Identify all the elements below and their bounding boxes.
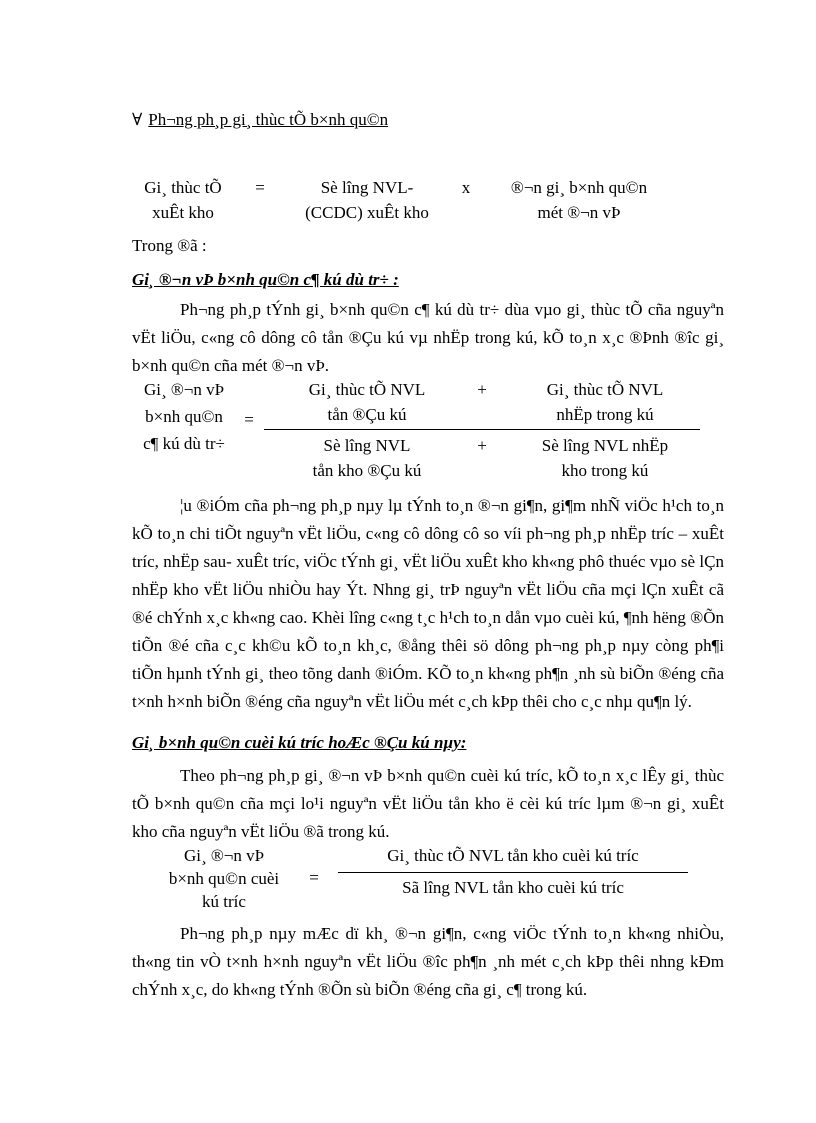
advantages-paragraph: ¦u ®iÓm cña ph¬ng ph¸p nµy lµ tÝnh to¸n ®¬n gi¶n, gi¶m nhÑ viÖc h¹ch to¸n kÕ to¸n chi tiÕt nguyªn vËt liÖu, c«ng cô dông cô so víi ph¬ng ph¸p nhËp tríc – xuÊt tríc, nhËp sau- xuÊt tríc, viÖc tÝnh gi¸ vËt liÖu xuÊt kho kh«ng phô thuéc vµo sè lÇn nhËp kho vËt liÖu nhiÒu hay Ýt. Nhng gi¸ trÞ nguyªn vËt liÖu cña mçi lÇn xuÊt cã ®é chÝnh x¸c kh«ng cao. Khèi lîng c«ng t¸c h¹ch to¸n dån vµo cuèi kú, ¶nh hëng ®Õn tiÕn ®é cña c¸c kh©u kÕ to¸n kh¸c, ®ång thêi sö dông ph¬ng ph¸p nµy còng ph¶i tiÕn hµnh tÝnh gi¸ theo tõng danh ®iÓm. KÕ to¸n kh«ng ph¶n ¸nh sù biÕn ®éng cña t×nh h×nh biÕn ®éng cña nguyªn vËt liÖu mét c¸ch kÞp thêi cho c¸c nhµ qu¶n lý.: [132, 496, 724, 711]
formula2-numerator2: Gi¸ thùc tÕ NVL nhËp trong kú: [546, 380, 664, 424]
formula3-lhs: Gi¸ ®¬n vÞ b×nh qu©n cuèi kú tríc: [168, 846, 280, 911]
formula3-equals: =: [309, 868, 319, 887]
formula2-numerator1: Gi¸ thùc tÕ NVL tån ®Çu kú: [308, 380, 426, 424]
formula3-numerator: Gi¸ thùc tÕ NVL tån kho cuèi kú tríc: [387, 846, 639, 865]
formula2-plus-top: +: [477, 380, 487, 399]
formula2-plus-bottom: +: [477, 436, 487, 455]
formula2-lhs: Gi¸ ®¬n vÞ b×nh qu©n c¶ kú dù tr÷: [143, 380, 225, 453]
section1-title: Gi¸ ®¬n vÞ b×nh qu©n c¶ kú dù tr÷ :: [132, 270, 399, 289]
section1-paragraph: Ph¬ng ph¸p tÝnh gi¸ b×nh qu©n c¶ kú dù tr÷ dùa vµo gi¸ thùc tÕ cña nguyªn vËt liÖu, c«ng cô dông cô tån ®Çu kú vµ nhËp trong kú, kÕ to¸n x¸c ®Þnh ®îc gi¸ b×nh qu©n cña mét ®¬n vÞ.: [132, 300, 724, 375]
formula3-denominator: Sã lîng NVL tån kho cuèi kú tríc: [402, 878, 624, 897]
method-heading-text: Ph¬ng ph¸p gi¸ thùc tÕ b×nh qu©n: [148, 110, 389, 129]
method-heading: [132, 108, 388, 133]
formula2-denominator2: Sè lîng NVL nhËp kho trong kú: [541, 436, 669, 480]
formula1-term1: Sè lîng NVL- (CCDC) xuÊt kho: [305, 178, 429, 222]
formula1-term2: ®¬n gi¸ b×nh qu©n mét ®¬n vÞ: [510, 178, 648, 222]
closing-paragraph: Ph¬ng ph¸p nµy mÆc dï kh¸ ®¬n gi¶n, c«ng viÖc tÝnh to¸n kh«ng nhiÒu, th«ng tin vÒ t×nh h×nh nguyªn vËt liÖu ®îc ph¶n ¸nh mét c¸ch kÞp thêi nhng kÐm chÝnh x¸c, do kh«ng tÝnh ®Õn sù biÕn ®éng cña gi¸ c¶ trong kú.: [132, 924, 724, 999]
formula2-denominator1: Sè lîng NVL tån kho ®Çu kú: [312, 436, 422, 480]
formula1-lhs: Gi¸ thùc tÕ xuÊt kho: [144, 178, 222, 222]
bullet-icon: ∀: [132, 110, 143, 129]
formula1-times: x: [461, 178, 471, 197]
formula3-fraction-line: [338, 872, 688, 873]
formula2-fraction-line: [264, 429, 700, 430]
formula1-equals: =: [255, 178, 265, 197]
section2-title: Gi¸ b×nh qu©n cuèi kú tríc hoÆc ®Çu kú nµy:: [132, 733, 467, 752]
trong-do-label: Trong ®ã :: [132, 236, 207, 255]
formula2-equals: =: [244, 410, 254, 429]
section2-paragraph: Theo ph¬ng ph¸p gi¸ ®¬n vÞ b×nh qu©n cuèi kú tríc, kÕ to¸n x¸c lÊy gi¸ thùc tÕ b×nh qu©n cña mçi lo¹i nguyªn vËt liÖu tån kho ë cèi kú tríc lµm ®¬n gi¸ xuÊt kho cña nguyªn vËt liÖu ®ã trong kú.: [132, 766, 724, 841]
